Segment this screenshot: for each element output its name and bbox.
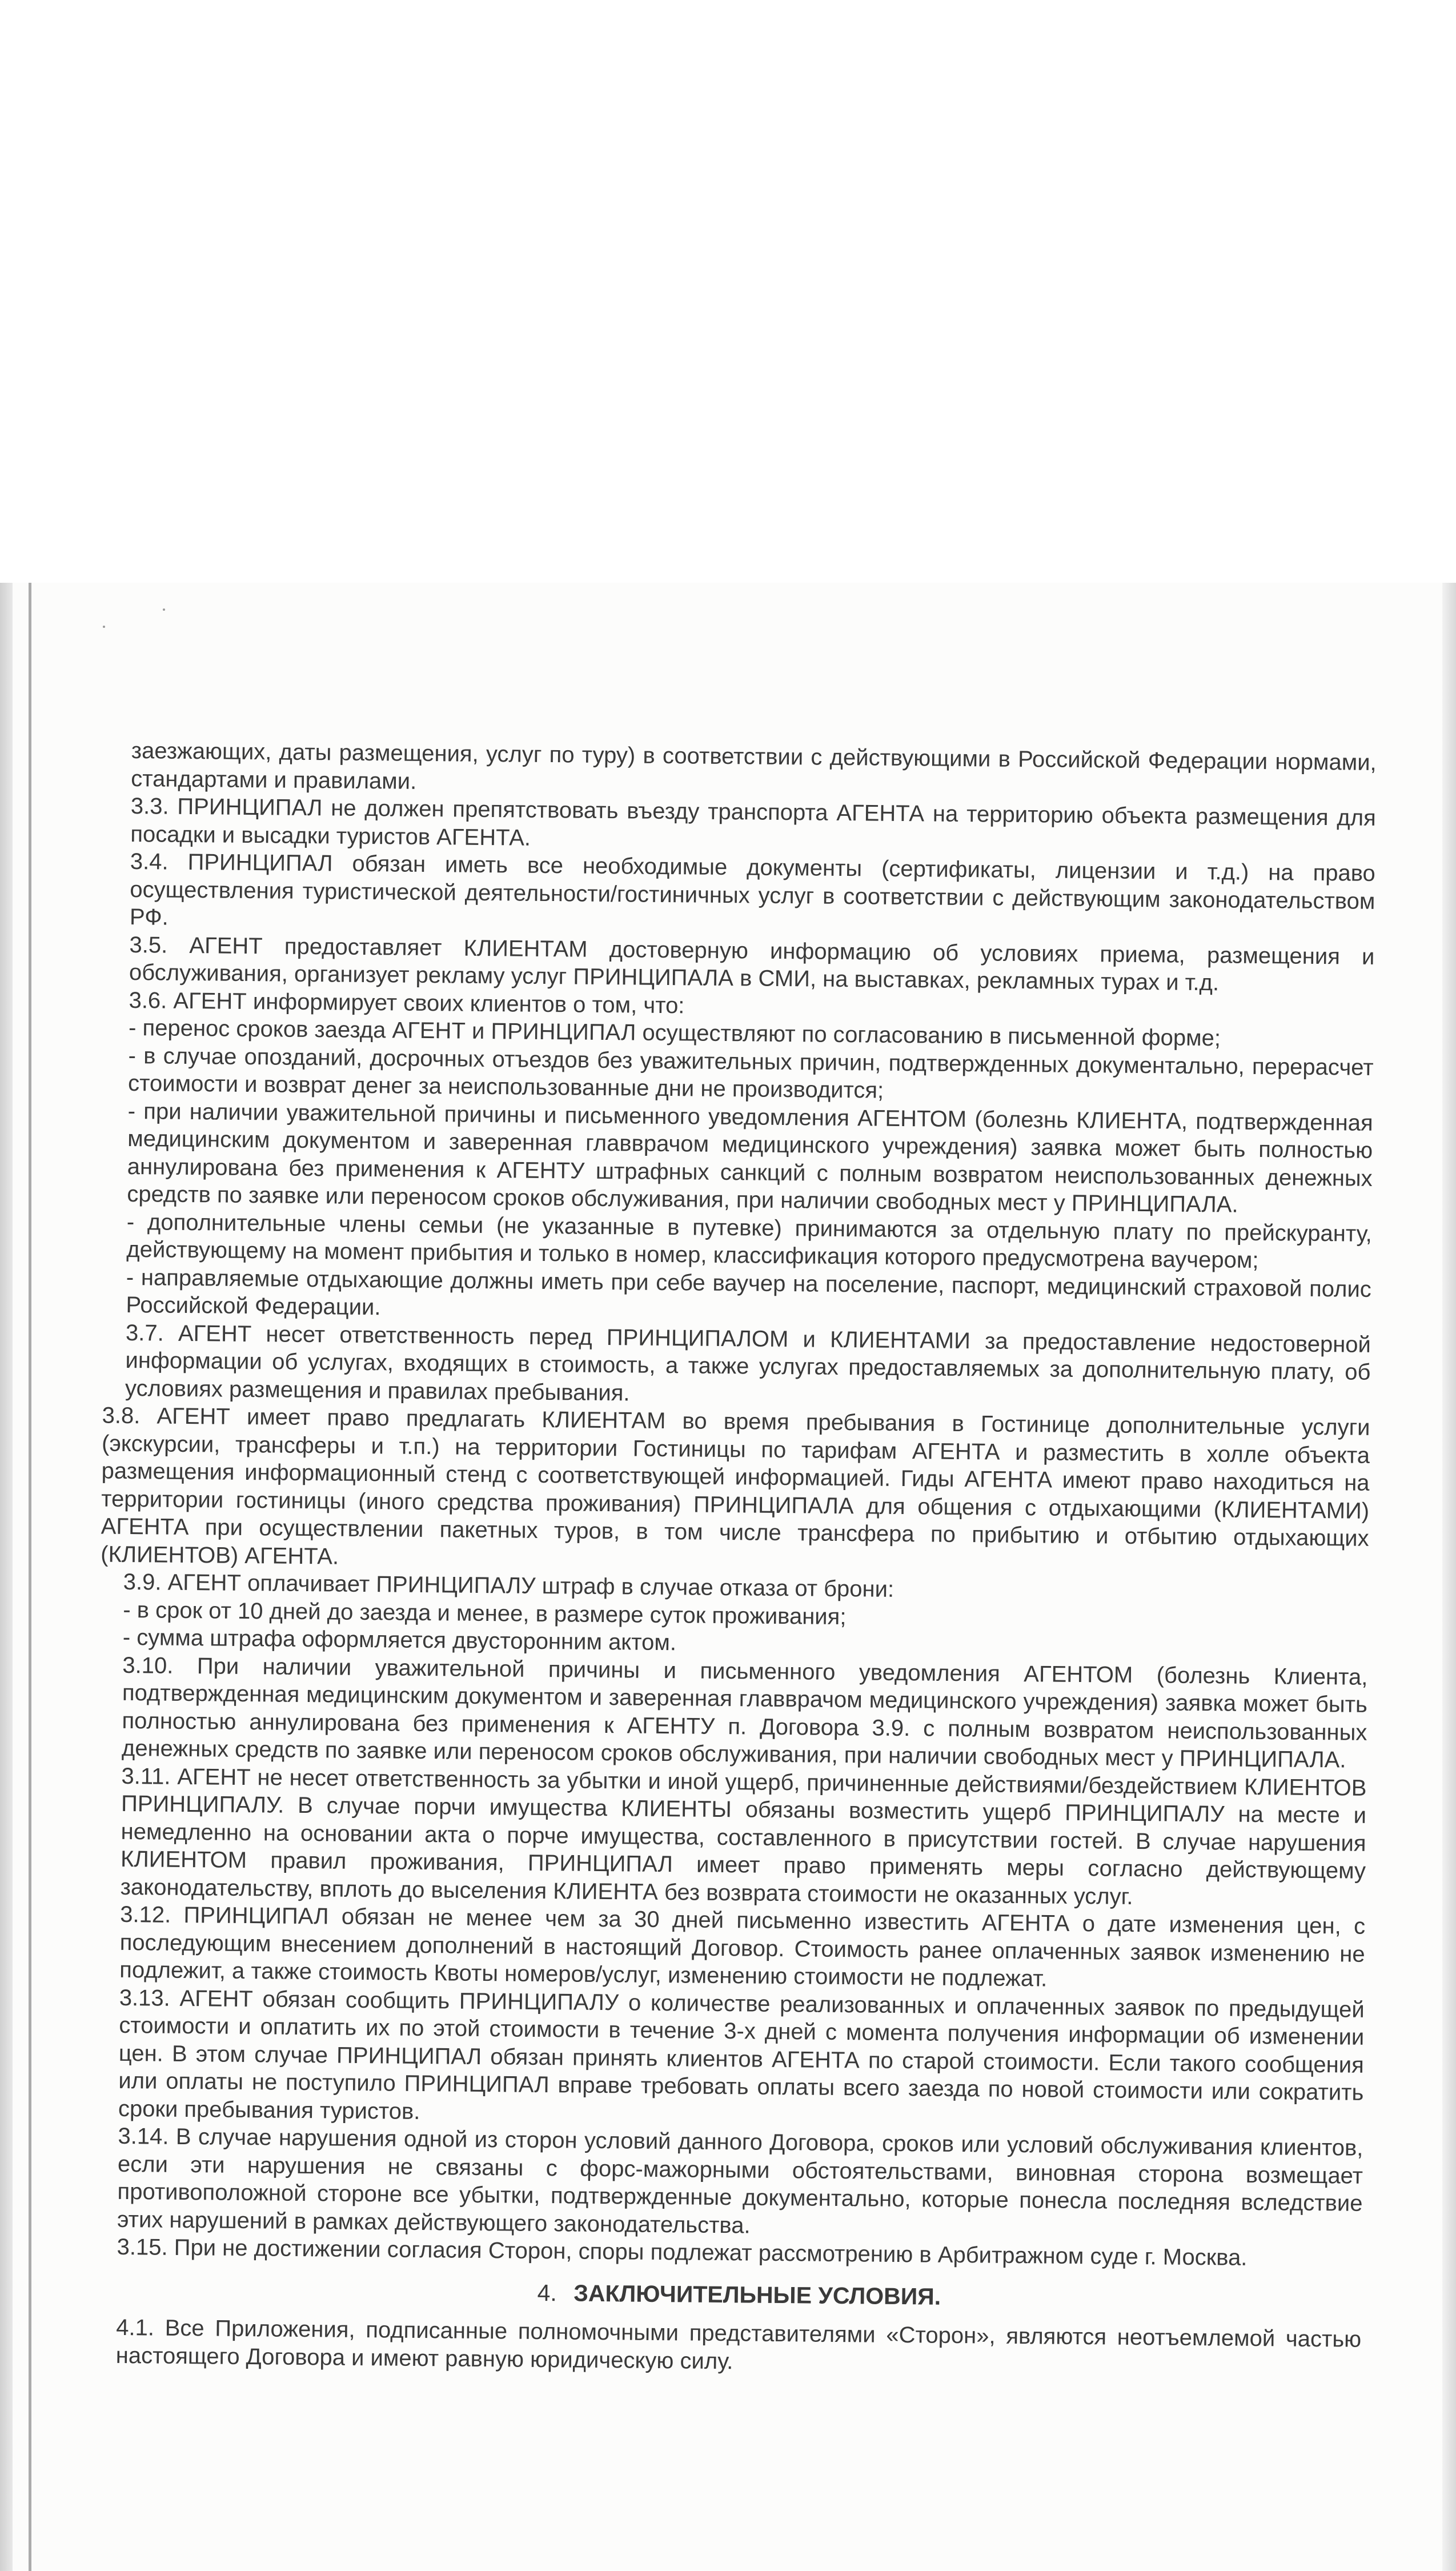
scan-speck	[163, 608, 165, 611]
scan-edge-right	[1442, 583, 1456, 2571]
paragraph-3-10: 3.10. При наличии уважительной причины и письменного уведомления АГЕНТОМ (болезнь Клиента, подтвержденная медицинским документом и заверенная главврачом медицинского учреждения) заявка может быть полностью аннулирована без применения к АГЕНТУ п. Договора 3.9. с полным возвратом неиспользованных денежных средств по заявке или переносом сроков обслуживания, при наличии свободных мест у ПРИНЦИПАЛА.	[121, 1652, 1368, 1773]
paragraph-3-3: 3.3. ПРИНЦИПАЛ не должен препятствовать въезду транспорта АГЕНТА на территорию объекта размещения для посадки и высадки туристов АГЕНТА.	[130, 793, 1376, 851]
list-item: - в случае опозданий, досрочных отъездов без уважительных причин, подтвержденных документально, перерасчет стоимости и возврат денег за неиспользованные дни не производится;	[127, 1043, 1374, 1103]
list-item: - при наличии уважительной причины и письменного уведомления АГЕНТОМ (болезнь КЛИЕНТА, подтвержденная медицинским документом и заверенная главврачом медицинского учреждения) заявка может быть полностью аннулирована без применения к АГЕНТУ штрафных санкций с полным возвратом неиспользованных денежных средств по заявке или переносом сроков обслуживания, при наличии свободных мест у ПРИНЦИПАЛА.	[127, 1098, 1373, 1218]
list-item: - перенос сроков заезда АГЕНТ и ПРИНЦИПАЛ осуществляют по согласованию в письменной форме;	[128, 1015, 1221, 1051]
paragraph-3-8: 3.8. АГЕНТ имеет право предлагать КЛИЕНТАМ во время пребывания в Гостинице дополнительные услуги (экскурсии, трансферы и т.п.) на территории Гостиницы по тарифам АГЕНТА и разместить в холле объекта размещения информационный стенд с соответствующей информацией. Гиды АГЕНТА имеют право находиться на территории гостиницы (иного средства проживания) ПРИНЦИПАЛА для общения с отдыхающими (КЛИЕНТАМИ) АГЕНТА при осуществлении пакетных туров, в том числе трансфера по прибытию и отбытию отдыхающих (КЛИЕНТОВ) АГЕНТА.	[101, 1403, 1370, 1569]
paragraph-3-4: 3.4. ПРИНЦИПАЛ обязан иметь все необходимые документы (сертификаты, лицензии и т.д.) на право осуществления туристической деятельности/гостиничных услуг в соответствии с действующим законодательством РФ.	[129, 848, 1376, 930]
list-item: - направляемые отдыхающие должны иметь при себе ваучер на поселение, паспорт, медицинский страховой полис Российской Федерации.	[126, 1264, 1372, 1320]
paragraph-3-11: 3.11. АГЕНТ не несет ответственность за убытки и иной ущерб, причиненные действиями/бездействием КЛИЕНТОВ ПРИНЦИПАЛУ. В случае порчи имущества КЛИЕНТЫ обязаны возместить ущерб ПРИНЦИПАЛУ на месте и немедленно на основании акта о порче имущества, составленного в присутствии гостей. В случае нарушения КЛИЕНТОМ правил проживания, ПРИНЦИПАЛ имеет право применять меры согласно действующему законодательству, вплоть до выселения КЛИЕНТА без возврата стоимости не оказанных услуг.	[120, 1763, 1367, 1909]
paragraph-3-14: 3.14. В случае нарушения одной из сторон условий данного Договора, сроков или условий обслуживания клиентов, если эти нарушения не связаны с форс-мажорными обстоятельствами, виновная сторона возмещает противоположной стороне все убытки, подтвержденные документально, которые понесла последняя вследствие этих нарушений в рамках действующего законодательства.	[117, 2123, 1363, 2238]
paragraph-4-1: 4.1. Все Приложения, подписанные полномочными представителями «Сторон», являются неотъемлемой частью настоящего Договора и имеют равную юридическую силу.	[115, 2314, 1362, 2374]
scanned-page	[0, 583, 1456, 2571]
section-title: ЗАКЛЮЧИТЕЛЬНЫЕ УСЛОВИЯ.	[573, 2280, 941, 2310]
paragraph: заезжающих, даты размещения, услуг по туру) в соответствии с действующими в Российской Федерации нормами, стандартами и правилами.	[131, 738, 1377, 794]
list-item: - дополнительные члены семьи (не указанные в путевке) принимаются за отдельную плату по прейскуранту, действующему на момент прибытия и только в номер, классификация которого предусмотрена ваучером;	[126, 1209, 1372, 1273]
scan-edge-left	[0, 583, 13, 2571]
list-item: - в срок от 10 дней до заезда и менее, в размере суток проживания;	[123, 1597, 847, 1629]
scan-edge-line	[29, 583, 31, 2571]
section-number: 4.	[537, 2279, 557, 2306]
paragraph-3-13: 3.13. АГЕНТ обязан сообщить ПРИНЦИПАЛУ о количестве реализованных и оплаченных заявок по предыдущей стоимости и оплатить их по этой стоимости в течение 3-х дней с момента получения информации об изменении цен. В этом случае ПРИНЦИПАЛ обязан принять клиентов АГЕНТА по старой стоимости. Если такого сообщения или оплаты не поступило ПРИНЦИПАЛ вправе требовать оплаты всего заезда по новой стоимости или сократить сроки пребывания туристов.	[118, 1985, 1365, 2124]
paragraph-3-12: 3.12. ПРИНЦИПАЛ обязан не менее чем за 30 дней письменно известить АГЕНТА о дате изменения цен, с последующим внесением дополнений в настоящий Договор. Стоимость ранее оплаченных заявок изменению не подлежит, а также стоимость Квоты номеров/услуг, изменению стоимости не подлежат.	[119, 1901, 1366, 1992]
list-item: - сумма штрафа оформляется двусторонним актом.	[122, 1624, 677, 1656]
section-heading	[117, 2274, 1362, 2314]
paragraph-3-15: 3.15. При не достижении согласия Сторон, споры подлежат рассмотрению в Арбитражном суде г. Москва.	[117, 2234, 1248, 2270]
paragraph-3-5: 3.5. АГЕНТ предоставляет КЛИЕНТАМ достоверную информацию об условиях приема, размещения и обслуживания, организует рекламу услуг ПРИНЦИПАЛА в СМИ, на выставках, рекламных турах и т.д.	[129, 932, 1375, 996]
contract-text	[101, 737, 1377, 2381]
paragraph-3-9: 3.9. АГЕНТ оплачивает ПРИНЦИПАЛУ штраф в случае отказа от брони:	[123, 1569, 895, 1602]
paragraph-3-7: 3.7. АГЕНТ несет ответственность перед ПРИНЦИПАЛОМ и КЛИЕНТАМИ за предоставление недостоверной информации об услугах, входящих в стоимость, а также услугах предоставляемых за дополнительную плату, об условиях размещения и правилах пребывания.	[125, 1320, 1371, 1405]
scan-speck	[103, 626, 105, 628]
paragraph-3-6: 3.6. АГЕНТ информирует своих клиентов о том, что:	[129, 987, 685, 1018]
